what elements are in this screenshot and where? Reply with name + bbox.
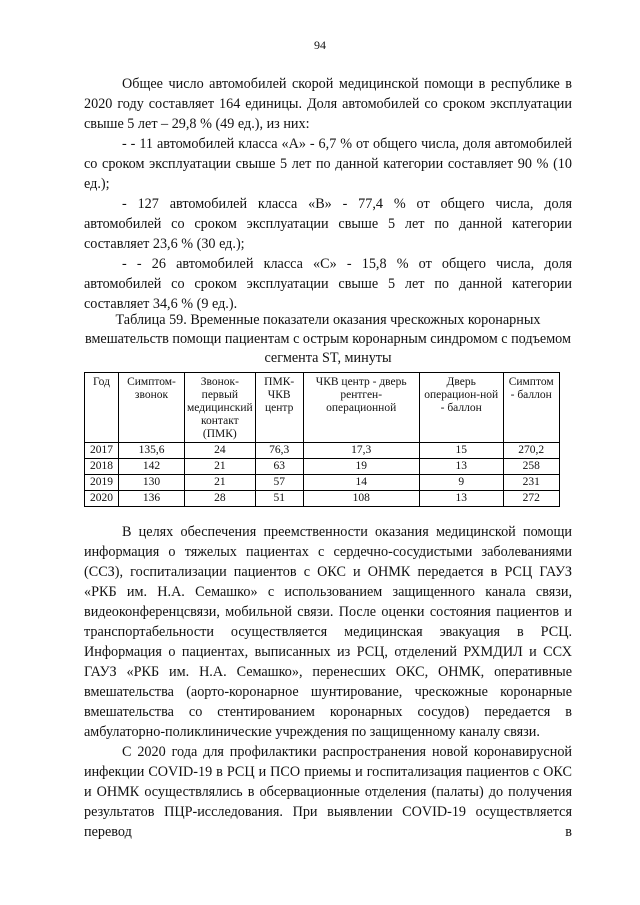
table-cell: 14 <box>303 475 419 491</box>
table-cell: 21 <box>185 459 256 475</box>
body-paragraph-continuity: В целях обеспечения преемственности оказания медицинской помощи информация о тяжелых пациентах с сердечно-сосудистыми заболеваниями (ССЗ), госпитализации пациентов с ОКС и ОНМК передается в РСЦ ГАУЗ «РКБ им. Н.А. Семашко» с использованием защищенного канала связи, видеоконференцсвязи, мобильной связи. После оценки состояния пациентов и транспортабельности осуществляется медицинская эвакуация в РСЦ. Информация о пациентах, выписанных из РСЦ, отделений РХМДИЛ и ССХ ГАУЗ «РКБ им. Н.А. Семашко», перенесших ОКС, ОНМК, оперативные вмешательства (аорто-коронарное шунтирование, чрескожные коронарные вмешательства со стентированием коронарных сосудов) передается в амбулаторно-поликлинические учреждения по защищенному каналу связи. <box>84 524 572 740</box>
table-cell: 2018 <box>85 459 119 475</box>
vehicle-fleet-section <box>84 74 572 314</box>
table-cell: 19 <box>303 459 419 475</box>
table-cell: 142 <box>119 459 185 475</box>
table-cell: 28 <box>185 491 256 507</box>
intro-paragraph: Общее число автомобилей скорой медицинской помощи в республике в 2020 году составляет 164 единицы. Доля автомобилей со сроком эксплуатации свыше 5 лет – 29,8 % (49 ед.), из них: <box>84 76 572 132</box>
table-cell: 231 <box>503 475 559 491</box>
table-cell: 63 <box>255 459 303 475</box>
col-header-pmk-pci-center: ПМК-ЧКВ центр <box>255 373 303 443</box>
table-cell: 15 <box>419 443 503 459</box>
table-cell: 9 <box>419 475 503 491</box>
col-header-pci-center-door: ЧКВ центр - дверь рентген-операционной <box>303 373 419 443</box>
table-caption: Таблица 59. Временные показатели оказания чрескожных коронарных вмешательств помощи пациентам с острым коронарным синдромом с подъемом сегмента ST, минуты <box>85 312 571 366</box>
table-cell: 57 <box>255 475 303 491</box>
table-row <box>85 459 560 475</box>
table-cell: 270,2 <box>503 443 559 459</box>
col-header-door-balloon: Дверь операцион-ной - баллон <box>419 373 503 443</box>
table-row <box>85 491 560 507</box>
table-cell: 51 <box>255 491 303 507</box>
body-paragraph-covid: С 2020 года для профилактики распространения новой коронавирусной инфекции COVID-19 в РСЦ и ПСО приемы и госпитализация пациентов с ОКС и ОНМК осуществлялись в обсервационные отделения (палаты) до получения результатов ПЦР-исследования. При выявлении COVID-19 осуществляется перевод в <box>84 744 572 840</box>
table-cell: 108 <box>303 491 419 507</box>
table-header-row <box>85 373 560 443</box>
table-cell: 258 <box>503 459 559 475</box>
table-cell: 2020 <box>85 491 119 507</box>
table-cell: 21 <box>185 475 256 491</box>
col-header-call-first-contact: Звонок-первый медицинский контакт (ПМК) <box>185 373 256 443</box>
list-item-class-b: - 127 автомобилей класса «В» - 77,4 % от общего числа, доля автомобилей со сроком эксплуатации свыше 5 лет по данной категории составляет 23,6 % (30 ед.); <box>84 196 572 252</box>
list-item-class-a: - - 11 автомобилей класса «А» - 6,7 % от общего числа, доля автомобилей со сроком эксплуатации свыше 5 лет по данной категории составляет 90 % (10 ед.); <box>84 136 572 192</box>
table-row <box>85 475 560 491</box>
table-cell: 24 <box>185 443 256 459</box>
table-row <box>85 443 560 459</box>
table-cell: 130 <box>119 475 185 491</box>
table-cell: 13 <box>419 459 503 475</box>
page-number: 94 <box>314 38 326 52</box>
table-cell: 136 <box>119 491 185 507</box>
continuity-section <box>84 522 572 842</box>
list-item-class-c: - - 26 автомобилей класса «С» - 15,8 % от общего числа, доля автомобилей со сроком эксплуатации свыше 5 лет по данной категории составляет 34,6 % (9 ед.). <box>84 256 572 312</box>
table-cell: 2017 <box>85 443 119 459</box>
pci-time-table <box>84 372 560 507</box>
table-cell: 2019 <box>85 475 119 491</box>
table-cell: 76,3 <box>255 443 303 459</box>
table-cell: 17,3 <box>303 443 419 459</box>
table-cell: 272 <box>503 491 559 507</box>
col-header-year: Год <box>85 373 119 443</box>
col-header-symptom-balloon: Симптом - баллон <box>503 373 559 443</box>
table-cell: 135,6 <box>119 443 185 459</box>
table-cell: 13 <box>419 491 503 507</box>
col-header-symptom-call: Симптом-звонок <box>119 373 185 443</box>
